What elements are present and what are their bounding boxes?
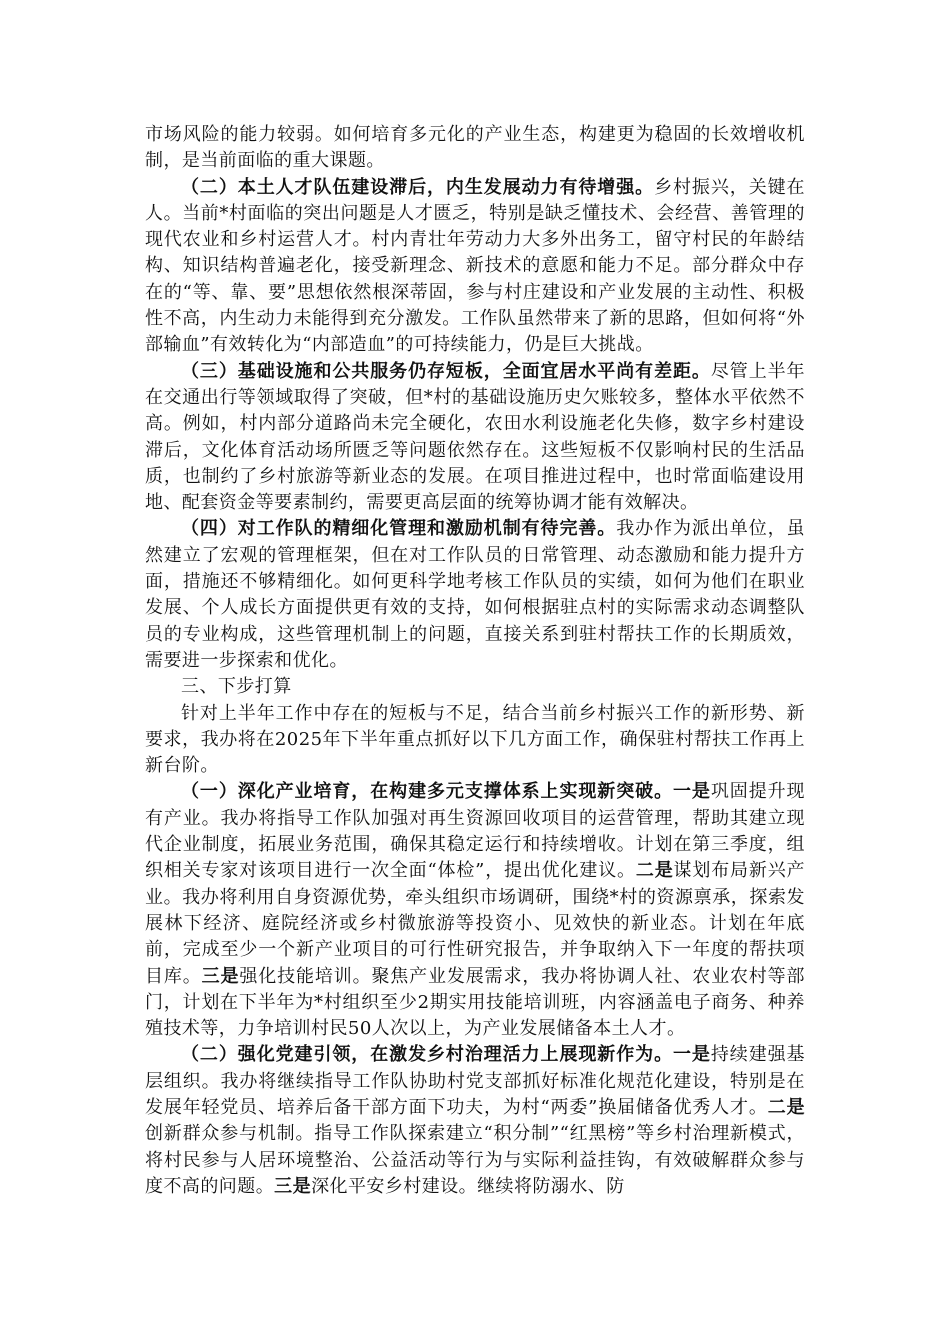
document-body bbox=[145, 122, 805, 1200]
section-heading: （二）本土人才队伍建设滞后，内生发展动力有待增强。 bbox=[181, 176, 655, 198]
paragraph-text: 市场风险的能力较弱。如何培育多元化的产业生态，构建更为稳固的长效增收机制，是当前面临的重大课题。 bbox=[145, 124, 805, 172]
item-marker: 二是 bbox=[767, 1096, 806, 1118]
paragraph-text: 强化技能培训。聚焦产业发展需求，我办将协调人社、农业农村等部门，计划在下半年为*村组织至少2期实用技能培训班，内容涵盖电子商务、种养殖技术等，力争培训村民50人次以上，为产业发展储备本土人才。 bbox=[145, 965, 805, 1040]
item-marker: 二是 bbox=[635, 860, 674, 882]
chapter-heading-text: 三、下步打算 bbox=[181, 676, 292, 698]
paragraph-4 bbox=[145, 516, 805, 674]
paragraph-text: 针对上半年工作中存在的短板与不足，结合当前乡村振兴工作的新形势、新要求，我办将在2025年下半年重点抓好以下几方面工作，确保驻村帮扶工作再上新台阶。 bbox=[145, 702, 805, 777]
paragraph-text: 持续建强基层组织。我办将继续指导工作队协助村党支部抓好标准化规范化建设，特别是在发展年轻党员、培养后备干部方面下功夫，为村“两委”换届储备优秀人才。 bbox=[145, 1044, 806, 1118]
section-heading: （二）强化党建引领，在激发乡村治理活力上展现新作为。 bbox=[181, 1044, 673, 1066]
paragraph-text: 深化平安乡村建设。继续将防溺水、防 bbox=[311, 1175, 625, 1197]
paragraph-text: 谋划布局新兴产业。我办将利用自身资源优势，牵头组织市场调研，围绕*村的资源禀承，探索发展林下经济、庭院经济或乡村微旅游等投资小、见效快的新业态。计划在年底前，完成至少一个新产业项目的可行性研究报告，并争取纳入下一年度的帮扶项目库。 bbox=[145, 860, 805, 987]
item-marker: 一是 bbox=[673, 781, 711, 803]
item-marker: 三是 bbox=[201, 965, 240, 987]
chapter-heading bbox=[145, 674, 805, 700]
item-marker: 三是 bbox=[274, 1175, 312, 1197]
section-heading: （四）对工作队的精细化管理和激励机制有待完善。 bbox=[181, 518, 617, 540]
paragraph-6 bbox=[145, 701, 805, 780]
paragraph-3 bbox=[145, 359, 805, 517]
paragraph-8 bbox=[145, 1042, 805, 1200]
section-heading: （一）深化产业培育，在构建多元支撑体系上实现新突破。 bbox=[181, 781, 673, 803]
paragraph-text: 尽管上半年在交通出行等领域取得了突破，但*村的基础设施历史欠账较多，整体水平依然不高。例如，村内部分道路尚未完全硬化，农田水利设施老化失修，数字乡村建设滞后，文化体育活动场所匮乏等问题依然存在。这些短板不仅影响村民的生活品质，也制约了乡村旅游等新业态的发展。在项目推进过程中，也时常面临建设用地、配套资金等要素制约，需要更高层面的统筹协调才能有效解决。 bbox=[145, 360, 806, 514]
paragraph-text: 乡村振兴，关键在人。当前*村面临的突出问题是人才匮乏，特别是缺乏懂技术、会经营、善管理的现代农业和乡村运营人才。村内青壮年劳动力大多外出务工，留守村民的年龄结构、知识结构普遍老化，接受新理念、新技术的意愿和能力不足。部分群众中存在的“等、靠、要”思想依然根深蒂固，参与村庄建设和产业发展的主动性、积极性不高，内生动力未能得到充分激发。工作队虽然带来了新的思路，但如何将“外部输血”有效转化为“内部造血”的可持续能力，仍是巨大挑战。 bbox=[145, 176, 805, 356]
paragraph-2 bbox=[145, 175, 805, 359]
section-heading: （三）基础设施和公共服务仍存短板，全面宜居水平尚有差距。 bbox=[181, 360, 711, 382]
item-marker: 一是 bbox=[673, 1044, 711, 1066]
paragraph-text: 创新群众参与机制。指导工作队探索建立“积分制”“红黑榜”等乡村治理新模式，将村民参与人居环境整治、公益活动等行为与实际利益挂钩，有效破解群众参与度不高的问题。 bbox=[145, 1123, 805, 1197]
paragraph-text: 我办作为派出单位，虽然建立了宏观的管理框架，但在对工作队员的日常管理、动态激励和能力提升方面，措施还不够精细化。如何更科学地考核工作队员的实绩，如何为他们在职业发展、个人成长方面提供更有效的支持，如何根据驻点村的实际需求动态调整队员的专业构成，这些管理机制上的问题，直接关系到驻村帮扶工作的长期质效，需要进一步探索和优化。 bbox=[145, 518, 805, 671]
paragraph-7 bbox=[145, 779, 805, 1042]
paragraph-1 bbox=[145, 122, 805, 175]
paragraph-text: 巩固提升现有产业。我办将指导工作队加强对再生资源回收项目的运营管理，帮助其建立现代企业制度，拓展业务范围，确保其稳定运行和持续增收。计划在第三季度，组织相关专家对该项目进行一次全面“体检”，提出优化建议。 bbox=[145, 781, 806, 882]
